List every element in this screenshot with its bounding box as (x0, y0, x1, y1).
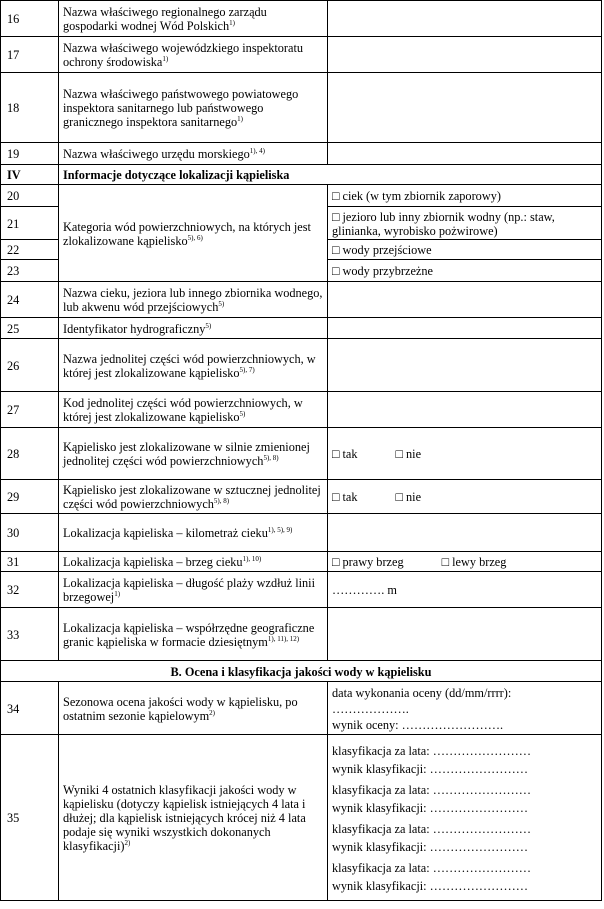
table-row (1, 682, 602, 735)
row-value-field[interactable] (328, 392, 602, 428)
row-label: Lokalizacja kąpieliska – kilometraż cieku$^{1), 5), 9)}$ (59, 514, 328, 552)
table-row (1, 318, 602, 339)
row-label: Lokalizacja kąpieliska – długość plaży wzdłuż linii brzegowej$^{1)}$ (59, 572, 328, 608)
row-label: Kategoria wód powierzchniowych, na których jest zlokalizowane kąpielisko$^{5), 6)}$ (59, 185, 328, 282)
row-number: 23 (1, 260, 59, 282)
table-row (1, 185, 602, 207)
classification-result[interactable]: wynik klasyfikacji: …………………… (332, 800, 529, 815)
table-row (1, 608, 602, 661)
table-row (1, 143, 602, 165)
row-label: Identyfikator hydrograficzny$^{5)}$ (59, 318, 328, 339)
row-number: 29 (1, 480, 59, 514)
row-value-field[interactable] (328, 514, 602, 552)
row-number: 28 (1, 428, 59, 480)
section-number: IV (1, 165, 59, 185)
row-value-field[interactable] (328, 1, 602, 37)
table-row (1, 339, 602, 392)
row-label: Nazwa właściwego wojewódzkiego inspektoratu ochrony środowiska$^{1)}$ (59, 37, 328, 73)
row-number: 17 (1, 37, 59, 73)
row-number: 35 (1, 735, 59, 901)
classification-field[interactable] (328, 735, 602, 901)
row-number: 19 (1, 143, 59, 165)
row-label: Kod jednolitej części wód powierzchniowych, w której jest zlokalizowane kąpielisko$^{5)}$ (59, 392, 328, 428)
checkbox-option[interactable]: □ ciek (w tym zbiornik zaporowy) (328, 185, 602, 207)
row-number: 16 (1, 1, 59, 37)
row-label: Nazwa cieku, jeziora lub innego zbiornika wodnego, lub akwenu wód przejściowych$^{5)}$ (59, 282, 328, 318)
row-number: 22 (1, 240, 59, 260)
section-title: Informacje dotyczące lokalizacji kąpieliska (59, 165, 602, 185)
section-title: B. Ocena i klasyfikacja jakości wody w kąpielisku (1, 661, 602, 682)
yes-no-options (328, 428, 602, 480)
table-row (1, 552, 602, 572)
row-value-field[interactable] (328, 282, 602, 318)
table-row (1, 572, 602, 608)
row-label: Nazwa właściwego państwowego powiatowego inspektora sanitarnego lub państwowego granicznego inspektora sanitarnego$^{1)}$ (59, 73, 328, 143)
table-row (1, 282, 602, 318)
checkbox-yes[interactable]: □ tak (332, 447, 358, 461)
row-number: 33 (1, 608, 59, 661)
row-value-field[interactable] (328, 143, 602, 165)
section-header (1, 661, 602, 682)
checkbox-no[interactable]: □ nie (395, 490, 422, 504)
section-header (1, 165, 602, 185)
assessment-date-value[interactable]: ………………. (332, 701, 409, 716)
row-label: Nazwa właściwego regionalnego zarządu gospodarki wodnej Wód Polskich$^{1)}$ (59, 1, 328, 37)
yes-no-options (328, 480, 602, 514)
classification-years[interactable]: klasyfikacja za lata: …………………… (332, 860, 532, 875)
classification-result[interactable]: wynik klasyfikacji: …………………… (332, 878, 529, 893)
table-row (1, 1, 602, 37)
row-number: 30 (1, 514, 59, 552)
table-row (1, 735, 602, 901)
table-row (1, 37, 602, 73)
row-number: 21 (1, 207, 59, 240)
row-label: Sezonowa ocena jakości wody w kąpielisku, po ostatnim sezonie kąpielowym$^{2)}$ (59, 682, 328, 735)
row-label: Wyniki 4 ostatnich klasyfikacji jakości wody w kąpielisku (dotyczy kąpielisk istniejących 4 lata i dłużej; dla kąpielisk istniejących krócej niż 4 lata podaje się wyniki wszystkich dokonanych klasyfikacji)$^{2)}$ (59, 735, 328, 901)
classification-years[interactable]: klasyfikacja za lata: …………………… (332, 743, 532, 758)
table-row (1, 480, 602, 514)
row-label: Kąpielisko jest zlokalizowane w sztucznej jednolitej części wód powierzchniowych$^{5), 8)}$ (59, 480, 328, 514)
row-value-field[interactable] (328, 318, 602, 339)
row-label: Nazwa jednolitej części wód powierzchniowych, w której jest zlokalizowane kąpielisko$^{5), 7)}$ (59, 339, 328, 392)
classification-result[interactable]: wynik klasyfikacji: …………………… (332, 761, 529, 776)
table-row (1, 428, 602, 480)
assessment-field[interactable] (328, 682, 602, 735)
assessment-date-label: data wykonania oceny (dd/mm/rrrr): (332, 685, 512, 700)
checkbox-option[interactable]: □ jezioro lub inny zbiornik wodny (np.: staw, glinianka, wyrobisko pożwirowe) (328, 207, 602, 240)
row-number: 18 (1, 73, 59, 143)
row-number: 31 (1, 552, 59, 572)
checkbox-no[interactable]: □ nie (395, 447, 422, 461)
table-row (1, 392, 602, 428)
checkbox-option[interactable]: □ wody przybrzeżne (328, 260, 602, 282)
table-row (1, 73, 602, 143)
row-number: 32 (1, 572, 59, 608)
row-number: 24 (1, 282, 59, 318)
checkbox-option[interactable]: □ wody przejściowe (328, 240, 602, 260)
classification-result[interactable]: wynik klasyfikacji: …………………… (332, 839, 529, 854)
assessment-result[interactable]: wynik oceny: ……………………. (332, 717, 504, 732)
bank-options (328, 552, 602, 572)
checkbox-left-bank[interactable]: □ lewy brzeg (441, 555, 507, 569)
row-label: Kąpielisko jest zlokalizowane w silnie zmienionej jednolitej części wód powierzchniowych$^{5), 8)}$ (59, 428, 328, 480)
row-value-field[interactable] (328, 73, 602, 143)
row-number: 20 (1, 185, 59, 207)
row-value-field[interactable] (328, 608, 602, 661)
row-number: 26 (1, 339, 59, 392)
table-row (1, 514, 602, 552)
row-number: 34 (1, 682, 59, 735)
classification-years[interactable]: klasyfikacja za lata: …………………… (332, 782, 532, 797)
checkbox-right-bank[interactable]: □ prawy brzeg (332, 555, 404, 569)
row-number: 27 (1, 392, 59, 428)
row-number: 25 (1, 318, 59, 339)
classification-years[interactable]: klasyfikacja za lata: …………………… (332, 821, 532, 836)
length-field[interactable]: …………. m (328, 572, 602, 608)
checkbox-yes[interactable]: □ tak (332, 490, 358, 504)
row-label: Nazwa właściwego urzędu morskiego$^{1), 4)}$ (59, 143, 328, 165)
row-value-field[interactable] (328, 339, 602, 392)
row-label: Lokalizacja kąpieliska – brzeg cieku$^{1), 10)}$ (59, 552, 328, 572)
row-value-field[interactable] (328, 37, 602, 73)
row-label: Lokalizacja kąpieliska – współrzędne geograficzne granic kąpieliska w formacie dziesiętnym$^{1), 11), 12)}$ (59, 608, 328, 661)
